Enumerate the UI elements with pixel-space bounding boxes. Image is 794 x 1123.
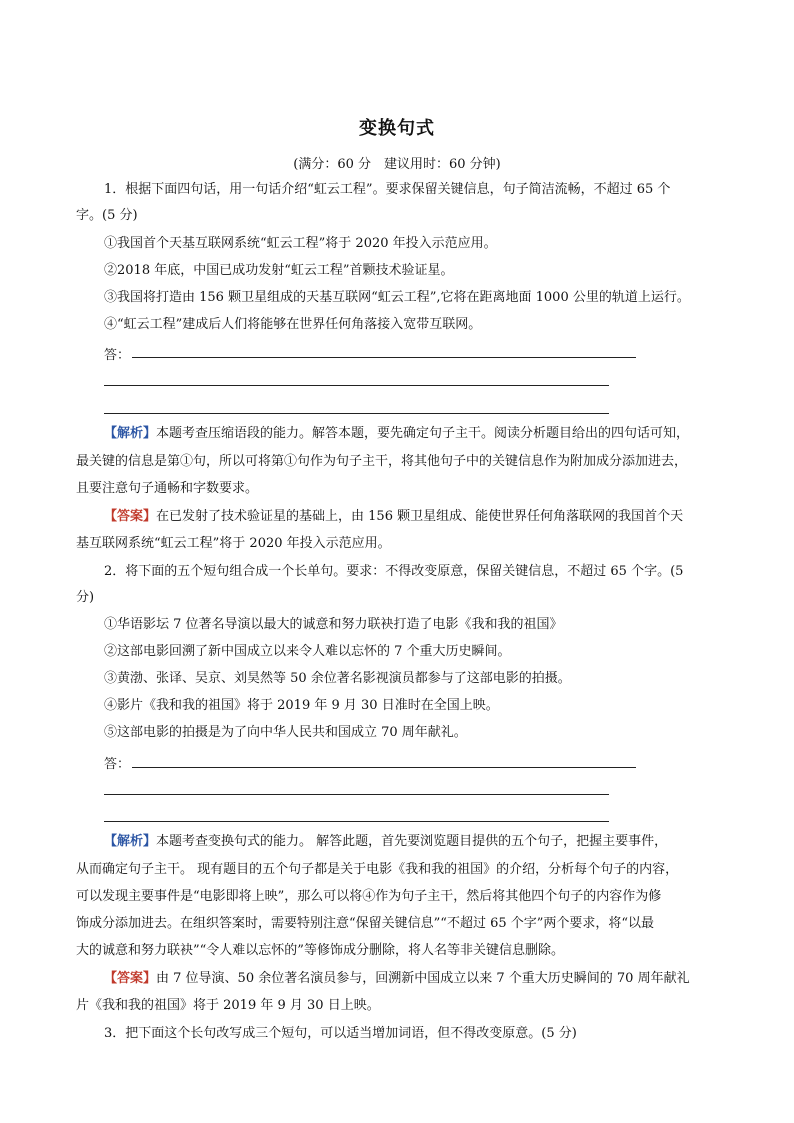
page-subtitle: (满分：60 分 建议用时：60 分钟) [293,157,501,172]
q2-answer-line2: 片《我和我的祖国》将于 2019 年 9 月 30 日上映。 [76,998,380,1013]
q2-answer-line1 [104,969,724,989]
q1-analysis-line2: 最关键的信息是第①句，所以可将第①句作为句子主干，将其他句子中的关键信息作为附加成分添加进去， [76,454,688,469]
q1-stem-line2: 字。(5 分) [76,208,138,223]
q2-answer-line-2[interactable] [104,794,609,795]
q1-answer-tag: 【答案】 [104,509,157,524]
q1-analysis-tag: 【解析】 [104,426,157,441]
q1-answer-line-3[interactable] [104,413,609,414]
q3-stem-line1: 3．把下面这个长句改写成三个短句，可以适当增加词语，但不得改变原意。(5 分) [104,1026,577,1041]
q1-answer-text1: 在已发射了技术验证星的基础上，由 156 颗卫星组成、能使世界任何角落联网的我国首个天 [156,509,684,524]
q1-item-2: ②2018 年底，中国已成功发射“虹云工程”首颗技术验证星。 [104,263,454,278]
q2-item-1: ①华语影坛 7 位著名导演以最大的诚意和努力联袂打造了电影《我和我的祖国》 [104,617,563,632]
q1-stem-line1: 1．根据下面四句话，用一句话介绍“虹云工程”。要求保留关键信息，句子简洁流畅，不超过 65 个 [104,182,671,197]
q2-item-5: ⑤这部电影的拍摄是为了向中华人民共和国成立 70 周年献礼。 [104,725,467,740]
q2-analysis-line4: 饰成分添加进去。在组织答案时，需要特别注意“保留关键信息”“不超过 65 个字”两个要求，将“以最 [76,916,655,931]
q2-analysis-line1 [104,832,724,852]
q2-item-4: ④影片《我和我的祖国》将于 2019 年 9 月 30 日准时在全国上映。 [104,698,499,713]
q1-answer-label: 答： [104,348,131,363]
q2-answer-line-1[interactable] [132,767,636,768]
q1-answer-line-2[interactable] [104,385,609,386]
q1-item-4: ④“虹云工程”建成后人们将能够在世界任何角落接入宽带互联网。 [104,317,482,332]
q1-answer-line2: 基互联网系统“虹云工程”将于 2020 年投入示范应用。 [76,536,391,551]
q1-answer-line1 [104,507,724,527]
q1-answer-line-1[interactable] [132,357,636,358]
q1-item-1: ①我国首个天基互联网系统“虹云工程”将于 2020 年投入示范应用。 [104,236,497,251]
q2-item-2: ②这部电影回溯了新中国成立以来令人难以忘怀的 7 个重大历史瞬间。 [104,644,511,659]
q2-analysis-line2: 从而确定句子主干。 现有题目的五个句子都是关于电影《我和我的祖国》的介绍，分析每个句子的内容， [76,862,679,877]
q2-answer-text1: 由 7 位导演、50 余位著名演员参与，回溯新中国成立以来 7 个重大历史瞬间的 70 周年献礼 [156,971,690,986]
q2-item-3: ③黄渤、张译、吴京、刘昊然等 50 余位著名影视演员都参与了这部电影的拍摄。 [104,671,571,686]
q1-analysis-text1: 本题考查压缩语段的能力。解答本题，要先确定句子主干。阅读分析题目给出的四句话可知， [156,426,690,441]
q2-analysis-line5: 大的诚意和努力联袂”“令人难以忘怀的”等修饰成分删除，将人名等非关键信息删除。 [76,943,564,958]
q2-analysis-line3: 可以发现主要事件是“电影即将上映”，那么可以将④作为句子主干，然后将其他四个句子的内容作为修 [76,889,662,904]
q2-stem-line2: 分) [76,590,95,605]
q2-answer-line-3[interactable] [104,821,609,822]
q1-analysis-line3: 且要注意句子通畅和字数要求。 [76,481,259,496]
q2-analysis-tag: 【解析】 [104,834,157,849]
page-title: 变换句式 [359,118,435,139]
q2-stem-line1: 2．将下面的五个短句组合成一个长单句。要求：不得改变原意，保留关键信息，不超过 65 个字。(5 [104,564,684,579]
q2-analysis-text1: 本题考查变换句式的能力。 解答此题，首先要浏览题目提供的五个句子，把握主要事件， [156,834,668,849]
q2-answer-label: 答： [104,757,131,772]
q1-analysis-line1 [104,424,724,444]
q2-answer-tag: 【答案】 [104,971,157,986]
q1-item-3: ③我国将打造由 156 颗卫星组成的天基互联网“虹云工程”,它将在距离地面 1000 公里的轨道上运行。 [104,290,690,305]
